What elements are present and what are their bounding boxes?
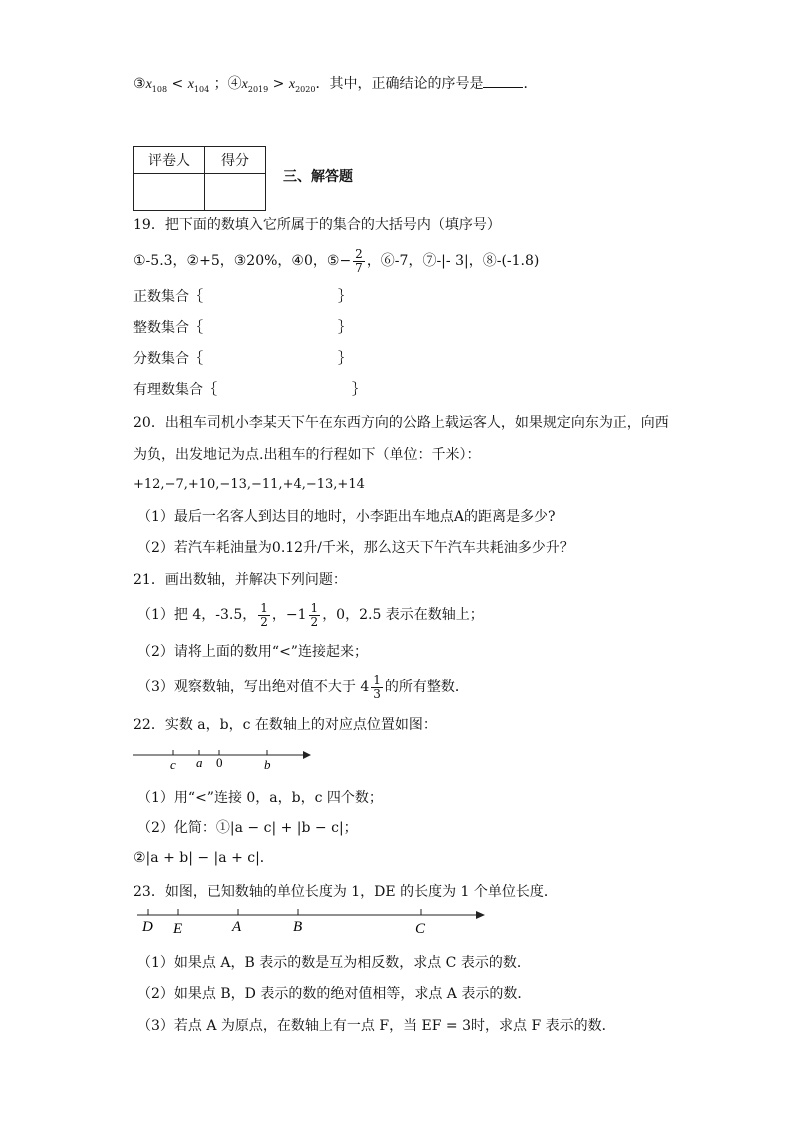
q20-stem-line2: 为负，出发地记为点.出租车的行程如下（单位：千米）： (133, 447, 481, 463)
section-title: 三、解答题 (283, 169, 353, 185)
fraction-one-third: $\frac{1}{3}$ (373, 672, 381, 701)
score-table-score-header: 得分 (205, 147, 266, 174)
q22-number-line (133, 745, 313, 773)
q23-part3: （3）若点 A 为原点，在数轴上有一点 F，当 EF = 3时，求点 F 表示的数． (137, 1018, 616, 1034)
q23-part2: （2）如果点 B，D 表示的数的绝对值相等，求点 A 表示的数． (137, 986, 532, 1002)
q20-data: +12,−7,+10,−13,−11,+4,−13,+14 (133, 477, 365, 492)
q20-part2: （2）若汽车耗油量为0.12升/千米，那么这天下午汽车共耗油多少升？ (137, 540, 574, 556)
rational-set: 有理数集合｛ ｝ (133, 382, 366, 398)
q22-label-c: c (170, 757, 176, 772)
q22-part2b: ②|a + b| − |a + c|． (133, 850, 274, 866)
q21-stem: 21．画出数轴，并解决下列问题： (133, 572, 347, 588)
q19-numbers-line: ①-5.3，②+5，③20%，④0，⑤− $\frac{2}{7}$ ，⑥-7，⑦-|- 3|，⑧-(-1.8) (133, 246, 540, 275)
fraction-one-half: $\frac{1}{2}$ (260, 600, 268, 629)
answer-blank (483, 73, 523, 88)
q23-part1: （1）如果点 A，B 表示的数是互为相反数，求点 C 表示的数． (137, 955, 531, 971)
q23-label-b: B (293, 919, 303, 935)
score-table-reviewer-cell[interactable] (134, 174, 205, 211)
q20-part1: （1）最后一名客人到达目的地时，小李距出车地点A的距离是多少? (137, 509, 556, 525)
score-table-reviewer-header: 评卷人 (134, 147, 205, 174)
q23-label-c: C (415, 921, 426, 937)
q22-label-a: a (196, 755, 203, 770)
fraction-two-sevenths: $\frac{2}{7}$ (355, 246, 363, 275)
q22-part2: （2）化简：①|a − c| + |b − c|； (137, 820, 358, 836)
q19-stem: 19．把下面的数填入它所属于的集合的大括号内（填序号） (133, 217, 501, 233)
q20-stem-line1: 20．出租车司机小李某天下午在东西方向的公路上载运客人，如果规定向东为正，向西 (133, 415, 669, 431)
score-table-score-cell[interactable] (205, 174, 266, 211)
integer-set: 整数集合｛ ｝ (133, 320, 352, 336)
q22-part1: （1）用“<”连接 0，a，b，c 四个数； (137, 790, 383, 806)
q23-label-d: D (142, 919, 153, 935)
q23-number-line (133, 905, 493, 939)
positive-set: 正数集合｛ ｝ (133, 289, 352, 305)
q22-label-b: b (264, 757, 271, 772)
q21-part1: （1）把 4，-3.5， $\frac{1}{2}$ ，−1 $\frac{1}{2}$ ，0，2.5 表示在数轴上； (137, 600, 484, 629)
q23-stem: 23．如图，已知数轴的单位长度为 1，DE 的长度为 1 个单位长度． (133, 884, 558, 900)
q21-part2: （2）请将上面的数用“<”连接起来； (137, 644, 368, 660)
score-table (133, 146, 266, 211)
q23-label-e: E (173, 921, 183, 937)
q22-stem: 22．实数 a，b，c 在数轴上的对应点位置如图： (133, 717, 437, 733)
q23-label-a: A (232, 919, 242, 935)
fraction-one-half-mixed: $\frac{1}{2}$ (310, 600, 319, 629)
q21-part3: （3）观察数轴，写出绝对值不大于 4 $\frac{1}{3}$ 的所有整数． (137, 672, 469, 701)
q18-tail-line: $③x_{108} < x_{104}$ ；$④x_{2019} > x_{2020}$．其中，正确结论的序号是 ． (133, 73, 537, 100)
q22-label-zero: 0 (216, 755, 223, 770)
fraction-set: 分数集合｛ ｝ (133, 351, 352, 367)
